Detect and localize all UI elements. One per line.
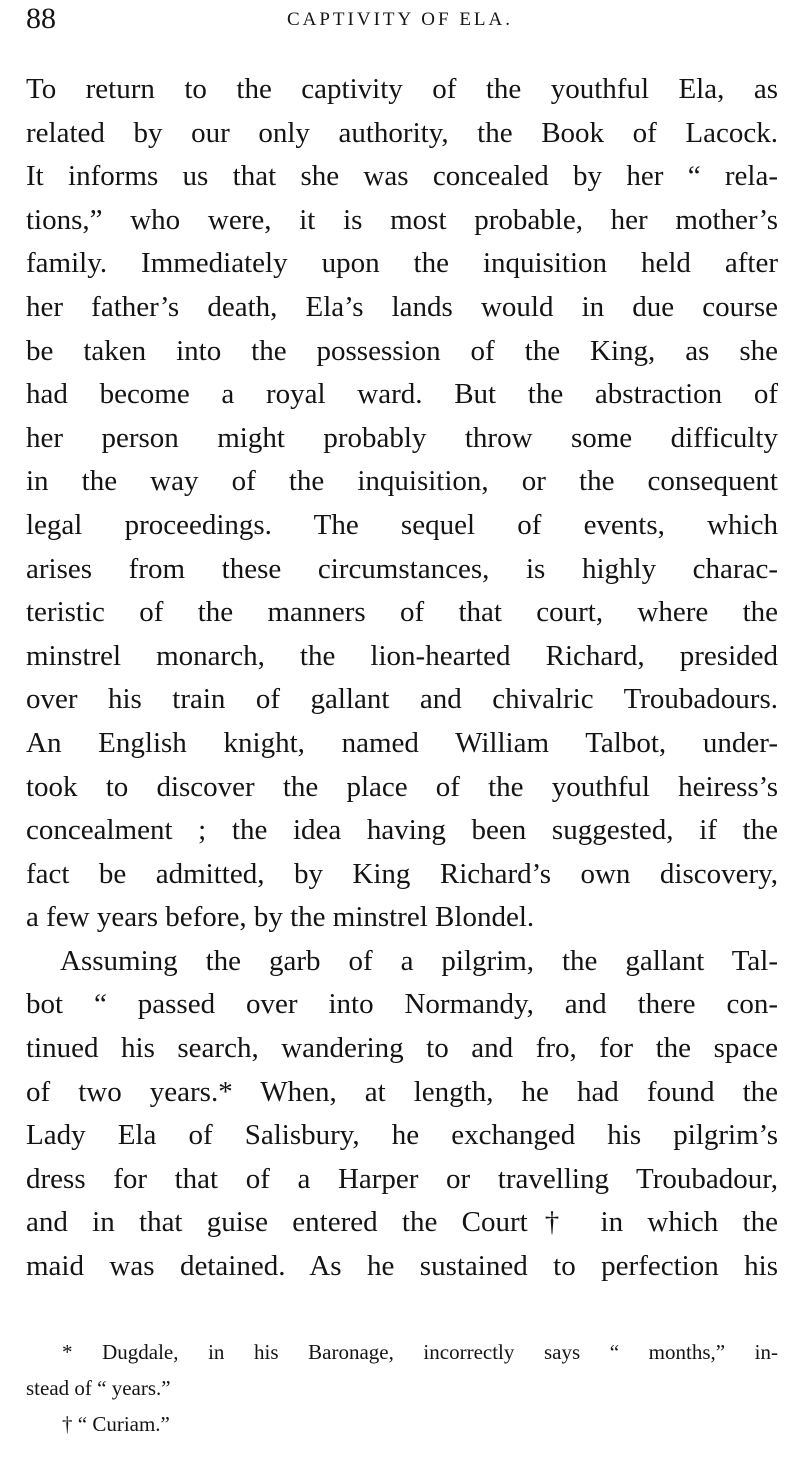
- text-line: It informs us that she was concealed by her “ rela-: [26, 160, 778, 193]
- text-line: maid was detained. As he sustained to perfection his: [26, 1250, 778, 1283]
- text-line: dress for that of a Harper or travelling Troubadour,: [26, 1162, 778, 1195]
- footnote-1-line-1: * Dugdale, in his Baronage, incorrectly says “ months,” in-: [62, 1340, 778, 1364]
- footnote-1-line-2: stead of “ years.”: [26, 1376, 171, 1400]
- text-line: To return to the captivity of the youthful Ela, as: [26, 73, 778, 105]
- text-line: related by our only authority, the Book of Lacock.: [26, 116, 778, 149]
- body-text: [26, 68, 778, 1289]
- text-line: her person might probably throw some difficulty: [26, 421, 778, 454]
- text-line: of two years.* When, at length, he had found the: [26, 1075, 778, 1108]
- text-line: tinued his search, wandering to and fro, for the space: [26, 1032, 778, 1065]
- paragraph-last-line: a few years before, by the minstrel Blondel.: [26, 901, 535, 934]
- running-head: CAPTIVITY OF ELA.: [286, 9, 514, 30]
- text-line: family. Immediately upon the inquisition held after: [26, 247, 778, 280]
- text-line: fact be admitted, by King Richard’s own discovery,: [26, 857, 778, 890]
- page-number: 88: [26, 2, 56, 35]
- text-line: bot “ passed over into Normandy, and there con-: [26, 988, 778, 1021]
- text-line: took to discover the place of the youthful heiress’s: [26, 770, 778, 803]
- text-line: her father’s death, Ela’s lands would in due course: [26, 290, 778, 323]
- footnote-2: † “ Curiam.”: [62, 1412, 170, 1436]
- text-line: be taken into the possession of the King, as she: [26, 334, 778, 367]
- text-line: over his train of gallant and chivalric Troubadours.: [26, 683, 778, 716]
- text-line: concealment ; the idea having been suggested, if the: [26, 814, 778, 847]
- text-line: in the way of the inquisition, or the consequent: [26, 465, 778, 498]
- footnotes: [26, 1334, 778, 1442]
- text-line: arises from these circumstances, is highly charac-: [26, 552, 778, 585]
- text-line: tions,” who were, it is most probable, her mother’s: [26, 203, 778, 236]
- text-line: teristic of the manners of that court, where the: [26, 596, 778, 629]
- paragraph-first-line: Assuming the garb of a pilgrim, the gallant Tal-: [60, 944, 778, 977]
- text-line: and in that guise entered the Court† in which the: [26, 1206, 778, 1239]
- text-line: minstrel monarch, the lion-hearted Richard, presided: [26, 639, 778, 672]
- text-line: legal proceedings. The sequel of events, which: [26, 508, 778, 541]
- text-line: Lady Ela of Salisbury, he exchanged his pilgrim’s: [26, 1119, 778, 1152]
- text-line: had become a royal ward. But the abstraction of: [26, 378, 778, 411]
- text-line: An English knight, named William Talbot, under-: [26, 726, 778, 759]
